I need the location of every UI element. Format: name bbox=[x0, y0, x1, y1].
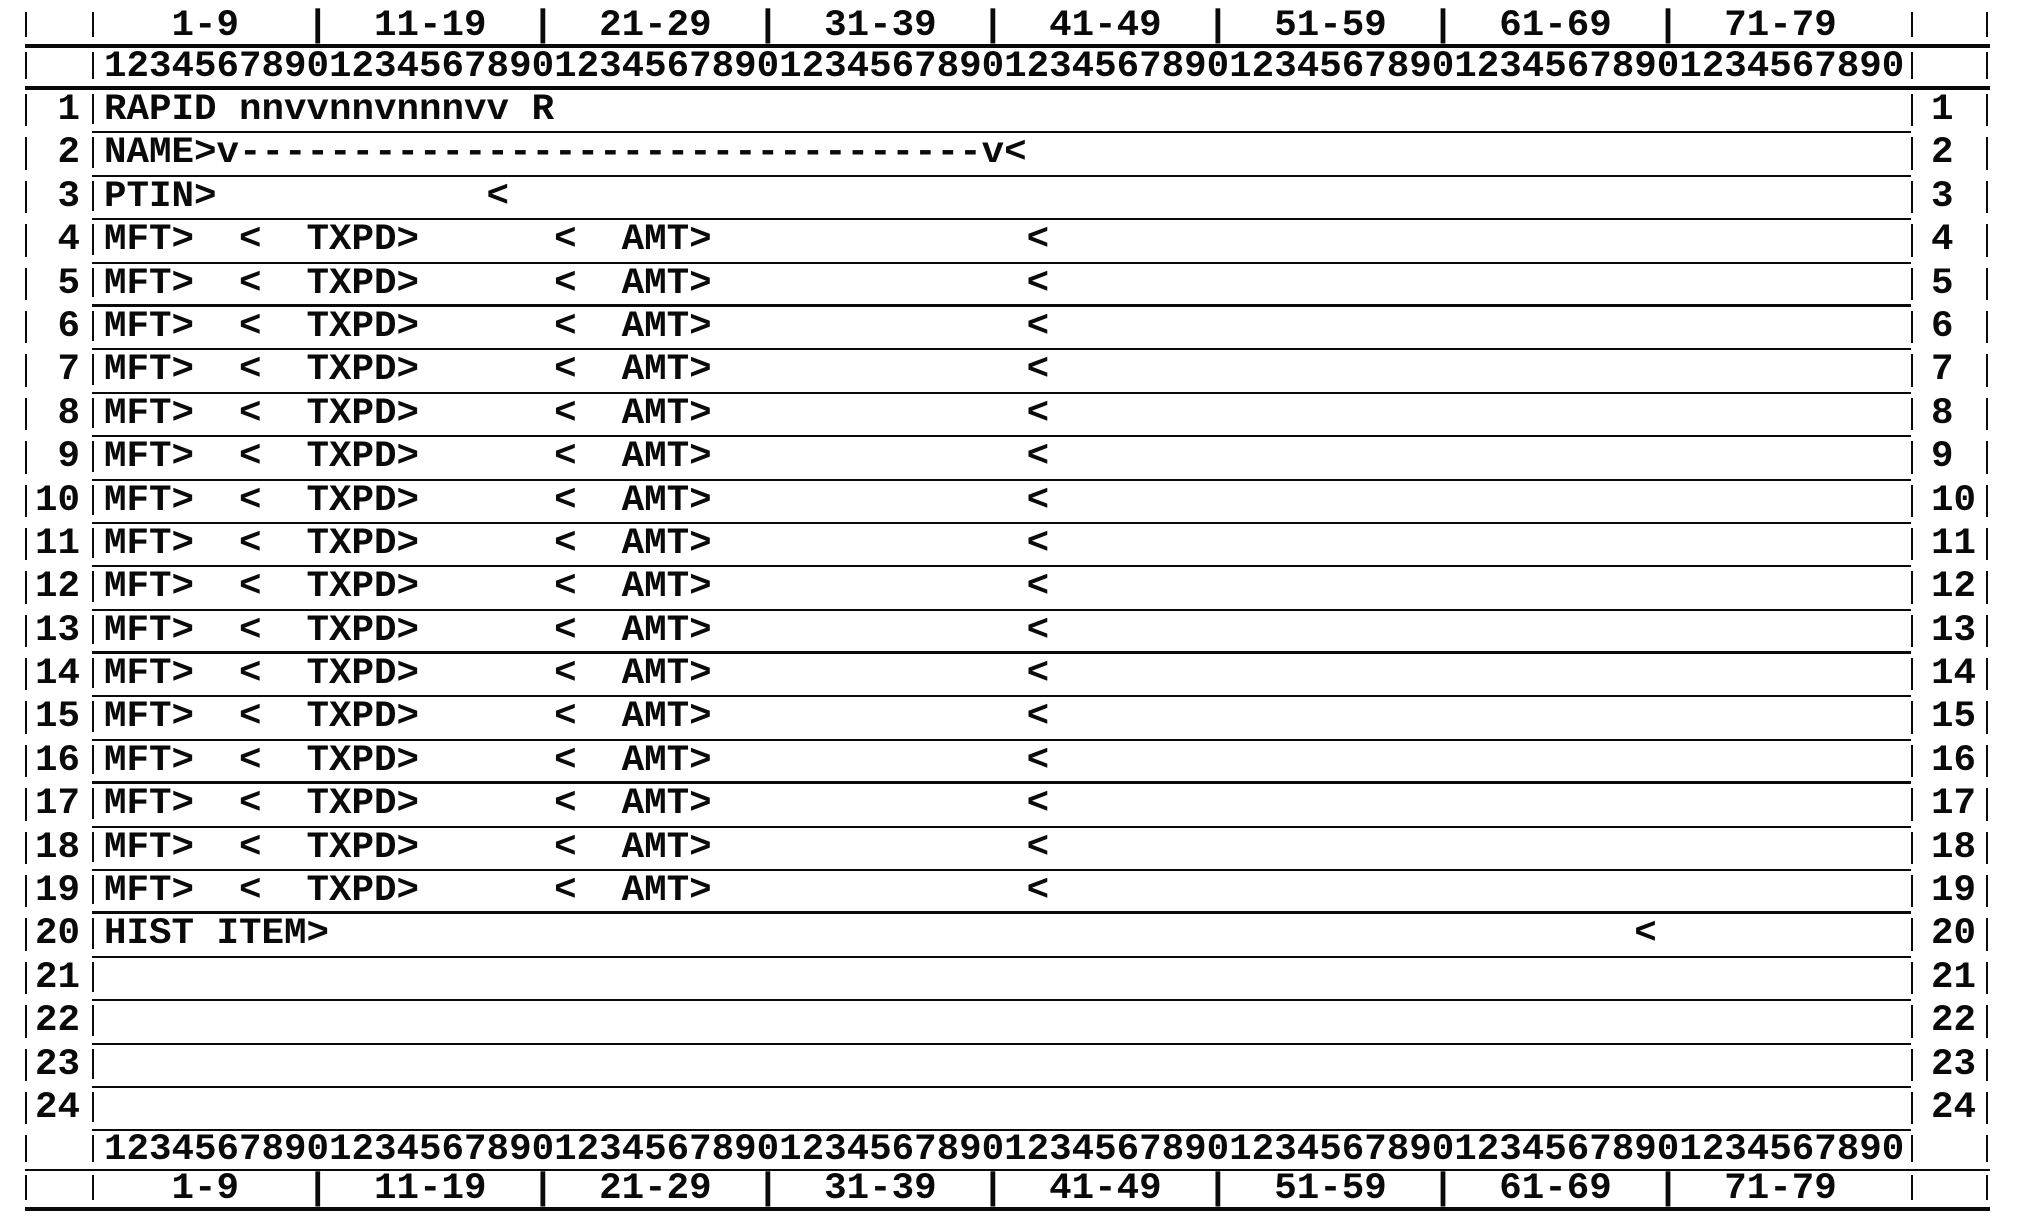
screen-row-2 bbox=[25, 133, 1988, 176]
row-content: MFT> < TXPD> < AMT> < bbox=[92, 828, 1911, 871]
row-content: NAME>v---------------------------------v< bbox=[92, 133, 1911, 176]
row-number-right: 16 bbox=[1911, 741, 1988, 784]
row-number-left: 10 bbox=[25, 481, 92, 524]
row-content bbox=[92, 1045, 1911, 1088]
screen-row-24 bbox=[25, 1088, 1988, 1131]
row-content: RAPID nnvvnnvnnnvv R bbox=[92, 90, 1911, 133]
row-number-right: 20 bbox=[1911, 914, 1988, 957]
row-content: MFT> < TXPD> < AMT> < bbox=[92, 697, 1911, 740]
corner-cell bbox=[25, 1131, 92, 1169]
column-ruler-top bbox=[25, 48, 1988, 86]
row-number-left: 5 bbox=[25, 264, 92, 307]
row-number-right: 9 bbox=[1911, 437, 1988, 480]
screen-row-11 bbox=[25, 524, 1988, 567]
screen-row-4 bbox=[25, 220, 1988, 263]
row-content: MFT> < TXPD> < AMT> < bbox=[92, 524, 1911, 567]
row-number-left: 6 bbox=[25, 307, 92, 350]
screen-row-3 bbox=[25, 177, 1988, 220]
row-content: MFT> < TXPD> < AMT> < bbox=[92, 567, 1911, 610]
screen-row-18 bbox=[25, 828, 1988, 871]
screen-row-14 bbox=[25, 654, 1988, 697]
screen-row-9 bbox=[25, 437, 1988, 480]
row-content: MFT> < TXPD> < AMT> < bbox=[92, 654, 1911, 697]
row-number-left: 9 bbox=[25, 437, 92, 480]
corner-cell bbox=[1911, 1171, 1988, 1207]
corner-cell bbox=[25, 8, 92, 44]
row-content: MFT> < TXPD> < AMT> < bbox=[92, 741, 1911, 784]
corner-cell bbox=[25, 48, 92, 86]
screen-row-15 bbox=[25, 697, 1988, 740]
column-ranges-header-line: 1-9 | 11-19 | 21-29 | 31-39 | 41-49 | 51-59 | 61-69 | 71-79 bbox=[92, 8, 1911, 44]
row-number-left: 14 bbox=[25, 654, 92, 697]
row-number-left: 20 bbox=[25, 914, 92, 957]
row-number-left: 13 bbox=[25, 611, 92, 654]
row-number-right: 23 bbox=[1911, 1045, 1988, 1088]
row-number-left: 23 bbox=[25, 1045, 92, 1088]
row-number-right: 5 bbox=[1911, 264, 1988, 307]
row-number-left: 24 bbox=[25, 1088, 92, 1131]
screen-row-23 bbox=[25, 1045, 1988, 1088]
row-number-right: 17 bbox=[1911, 784, 1988, 827]
row-number-right: 19 bbox=[1911, 871, 1988, 914]
corner-cell bbox=[1911, 8, 1988, 44]
row-number-right: 7 bbox=[1911, 350, 1988, 393]
row-number-left: 7 bbox=[25, 350, 92, 393]
row-number-right: 1 bbox=[1911, 90, 1988, 133]
corner-cell bbox=[25, 1171, 92, 1207]
row-content bbox=[92, 1001, 1911, 1044]
corner-cell bbox=[1911, 1131, 1988, 1169]
row-number-left: 19 bbox=[25, 871, 92, 914]
column-ruler-bottom-line: 12345678901234567890123456789012345678901234567890123456789012345678901234567890 bbox=[92, 1131, 1911, 1169]
screen-row-19 bbox=[25, 871, 1988, 914]
row-content: MFT> < TXPD> < AMT> < bbox=[92, 871, 1911, 914]
row-content bbox=[92, 1088, 1911, 1131]
row-number-right: 13 bbox=[1911, 611, 1988, 654]
screen-row-22 bbox=[25, 1001, 1988, 1044]
screen-row-20 bbox=[25, 914, 1988, 957]
row-number-right: 21 bbox=[1911, 958, 1988, 1001]
row-number-right: 11 bbox=[1911, 524, 1988, 567]
row-number-left: 17 bbox=[25, 784, 92, 827]
row-content: MFT> < TXPD> < AMT> < bbox=[92, 350, 1911, 393]
row-number-left: 11 bbox=[25, 524, 92, 567]
row-number-right: 12 bbox=[1911, 567, 1988, 610]
column-ruler-top-line: 12345678901234567890123456789012345678901234567890123456789012345678901234567890 bbox=[92, 48, 1911, 86]
column-ruler-bottom bbox=[25, 1131, 1988, 1169]
row-number-right: 2 bbox=[1911, 133, 1988, 176]
row-content: MFT> < TXPD> < AMT> < bbox=[92, 611, 1911, 654]
row-number-right: 4 bbox=[1911, 220, 1988, 263]
row-content: MFT> < TXPD> < AMT> < bbox=[92, 220, 1911, 263]
row-number-left: 2 bbox=[25, 133, 92, 176]
row-number-right: 3 bbox=[1911, 177, 1988, 220]
row-number-left: 15 bbox=[25, 697, 92, 740]
row-content: MFT> < TXPD> < AMT> < bbox=[92, 307, 1911, 350]
corner-cell bbox=[1911, 48, 1988, 86]
screen-row-12 bbox=[25, 567, 1988, 610]
row-number-right: 8 bbox=[1911, 394, 1988, 437]
screen-row-1 bbox=[25, 90, 1988, 133]
row-number-right: 6 bbox=[1911, 307, 1988, 350]
row-number-left: 3 bbox=[25, 177, 92, 220]
row-content: MFT> < TXPD> < AMT> < bbox=[92, 437, 1911, 480]
screen-row-10 bbox=[25, 481, 1988, 524]
row-content: MFT> < TXPD> < AMT> < bbox=[92, 481, 1911, 524]
screen-row-6 bbox=[25, 307, 1988, 350]
row-number-right: 10 bbox=[1911, 481, 1988, 524]
row-number-right: 15 bbox=[1911, 697, 1988, 740]
row-number-left: 12 bbox=[25, 567, 92, 610]
divider bbox=[25, 1207, 1990, 1211]
row-content: MFT> < TXPD> < AMT> < bbox=[92, 784, 1911, 827]
row-number-left: 8 bbox=[25, 394, 92, 437]
screen-row-8 bbox=[25, 394, 1988, 437]
row-number-right: 18 bbox=[1911, 828, 1988, 871]
column-ranges-header bbox=[25, 8, 1988, 44]
row-number-left: 1 bbox=[25, 90, 92, 133]
row-number-right: 24 bbox=[1911, 1088, 1988, 1131]
screen-rows bbox=[0, 90, 2025, 1131]
column-ranges-footer-line: 1-9 | 11-19 | 21-29 | 31-39 | 41-49 | 51-59 | 61-69 | 71-79 bbox=[92, 1171, 1911, 1207]
row-content: HIST ITEM> < bbox=[92, 914, 1911, 957]
row-number-left: 22 bbox=[25, 1001, 92, 1044]
row-number-left: 4 bbox=[25, 220, 92, 263]
screen-row-7 bbox=[25, 350, 1988, 393]
column-ranges-footer bbox=[25, 1171, 1988, 1207]
screen-row-21 bbox=[25, 958, 1988, 1001]
screen-row-5 bbox=[25, 264, 1988, 307]
row-content: MFT> < TXPD> < AMT> < bbox=[92, 394, 1911, 437]
screen-row-16 bbox=[25, 741, 1988, 784]
row-content: MFT> < TXPD> < AMT> < bbox=[92, 264, 1911, 307]
screen-row-13 bbox=[25, 611, 1988, 654]
row-content: PTIN> < bbox=[92, 177, 1911, 220]
row-number-left: 21 bbox=[25, 958, 92, 1001]
row-number-right: 22 bbox=[1911, 1001, 1988, 1044]
row-number-left: 16 bbox=[25, 741, 92, 784]
row-number-right: 14 bbox=[1911, 654, 1988, 697]
screen-row-17 bbox=[25, 784, 1988, 827]
row-number-left: 18 bbox=[25, 828, 92, 871]
row-content bbox=[92, 958, 1911, 1001]
